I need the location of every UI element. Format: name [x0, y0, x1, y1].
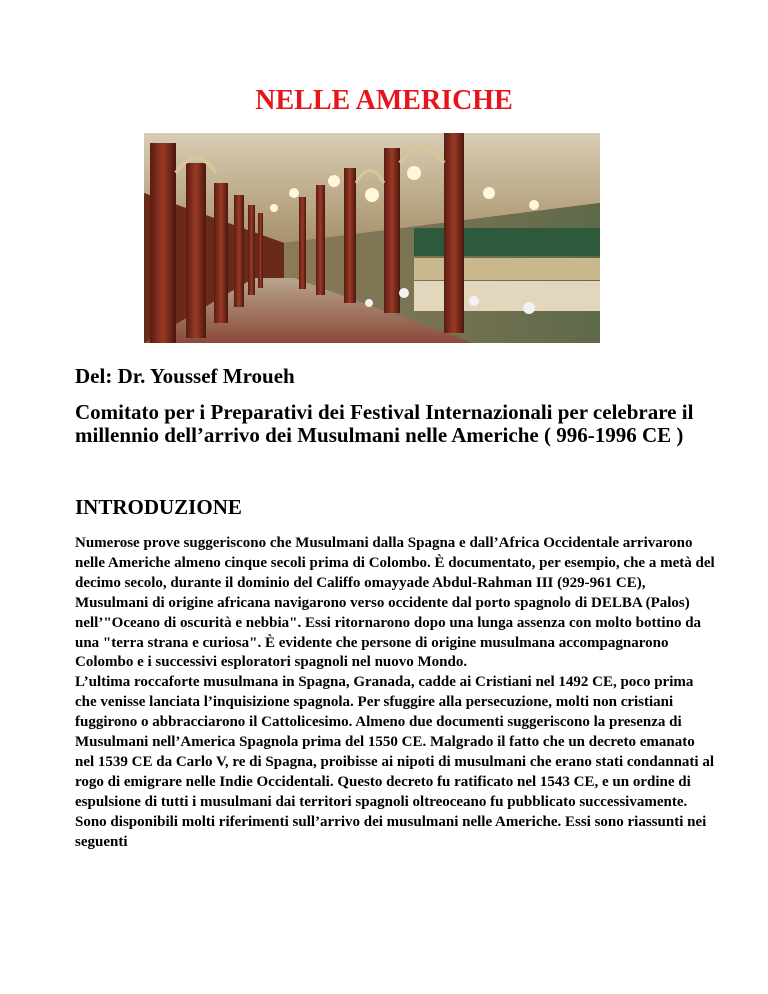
author-line: Del: Dr. Youssef Mroueh: [75, 364, 295, 388]
section-heading: INTRODUZIONE: [75, 495, 242, 519]
mosque-interior-photo: [144, 133, 600, 343]
document-title: NELLE AMERICHE: [255, 85, 513, 116]
mosque-photo-drawing: [144, 133, 600, 343]
paragraph: Numerose prove suggeriscono che Musulmani dalla Spagna e dall’Africa Occidentale arrivarono nelle Americhe almeno cinque secoli prima di Colombo. È documentato, per esempio, che a metà del decimo secolo, durante il dominio del Califfo omayyade Abdul-Rahman III (929-961 CE), Musulmani di origine africana navigarono verso occidente dal porto spagnolo di DELBA (Palos) nell’"Oceano di oscurità e nebbia". Essi ritornarono dopo una lunga assenza con molto bottino da una "terra strana e curiosa". È evidente che persone di origine musulmana accompagnarono Colombo e i successivi esploratori spagnoli nel nuovo Mondo.: [75, 535, 715, 671]
introduction-body: [75, 534, 715, 853]
paragraph: L’ultima roccaforte musulmana in Spagna, Granada, cadde ai Cristiani nel 1492 CE, poco prima che venisse lanciata l’inquisizione spagnola. Per sfuggire alla persecuzione, molti non cristiani fuggirono o abbracciarono il Cattolicesimo. Almeno due documenti suggeriscono la presenza di Musulmani nell’America Spagnola prima del 1550 CE. Malgrado il fatto che un decreto emanato nel 1539 CE da Carlo V, re di Spagna, proibisse ai nipoti di musulmani che erano stati condannati al rogo di emigrare nelle Indie Occidentali. Questo decreto fu ratificato nel 1543 CE, e un ordine di espulsione di tutti i musulmani dai territori spagnoli oltreoceano fu pubblicato successivamente. Sono disponibili molti riferimenti sull’arrivo dei musulmani nelle Americhe. Essi sono riassunti nei seguenti: [75, 674, 715, 850]
committee-line: Comitato per i Preparativi dei Festival Internazionali per celebrare il millennio dell’arrivo dei Musulmani nelle Americhe ( 996-1996 CE ): [75, 400, 694, 447]
